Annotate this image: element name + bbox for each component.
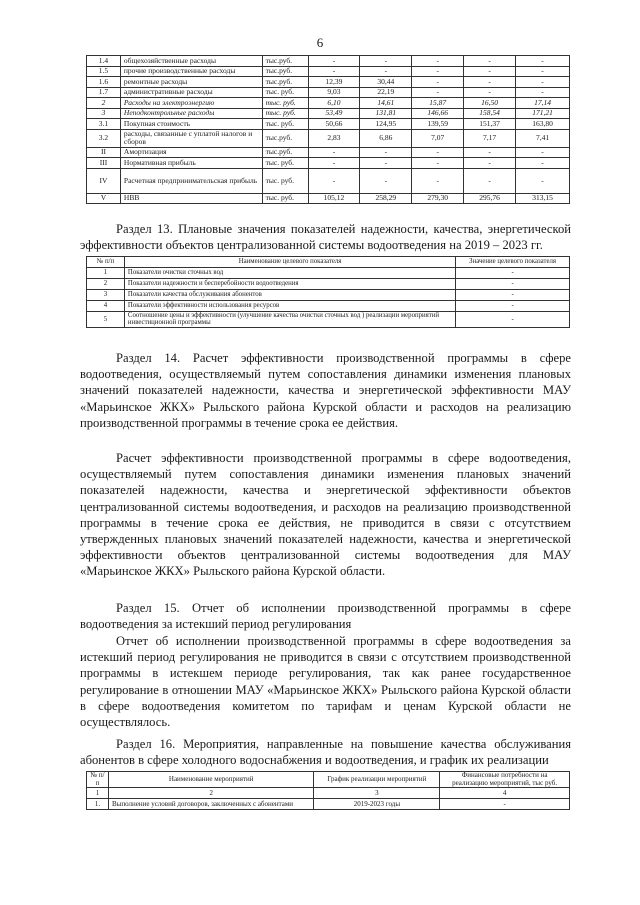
row-number: V [87,193,121,204]
row-value: - [464,87,516,98]
row-value: - [360,56,412,67]
table-row [87,268,570,279]
row-finance: - [440,799,570,810]
row-value: - [516,158,570,169]
row-value: - [516,147,570,158]
row-number: 1.6 [87,77,121,88]
row-number: 1. [87,799,109,810]
table-row [87,301,570,312]
row-value: - [412,168,464,193]
row-value: - [464,66,516,77]
row-value: - [516,66,570,77]
row-name: Показатели очистки сточных вод [124,268,455,279]
table-index-row [87,788,570,799]
section15-heading: Раздел 15. Отчет об исполнении производственной программы в сфере водоотведения за истекший период регулирования [80,601,571,632]
section14-heading: Раздел 14. Расчет эффективности производственной программы в сфере водоотведения, осуществляемый путем сопоставления динамики изменения плановых значений показателей надежности, качества и энергетической эффективности МАУ «Марьинское ЖКХ» Рыльского района Курской области и расходов на реализацию производственной программы в течение срока ее действия. [80,351,571,430]
row-value: - [412,87,464,98]
table-row [87,158,570,169]
row-value: - [360,158,412,169]
row-value: 12,39 [308,77,360,88]
col-measure-name: Наименование мероприятий [108,772,314,788]
row-value: - [456,301,570,312]
row-value: - [464,158,516,169]
section13-heading: Раздел 13. Плановые значения показателей надежности, качества, энергетической эффективности объектов централизованной системы водоотведения на 2019 – 2023 гг. [80,222,571,253]
row-name: общехозяйственные расходы [120,56,262,67]
row-value: 15,87 [412,98,464,109]
row-value: - [464,77,516,88]
row-name: административные расходы [120,87,262,98]
row-value: 53,49 [308,108,360,119]
row-number: IV [87,168,121,193]
row-value: - [516,87,570,98]
table-row [87,312,570,328]
row-value: 139,59 [412,119,464,130]
section15-body: Отчет об исполнении производственной программы в сфере водоотведения за истекший период регулирования не приводится в связи с отсутствием производственной программы в истекшем периоде регулирования, так как ранее государственное регулирование в отношении МАУ «Марьинское ЖКХ» Рыльского района Курской области в сфере водоотведения комитетом по тарифам и ценам Курской области не осуществлялось. [80,634,571,730]
row-unit: тыс. руб. [262,193,308,204]
row-unit: тыс. руб. [262,108,308,119]
row-number: 5 [87,312,125,328]
row-value: - [308,56,360,67]
row-value: - [516,77,570,88]
table-row [87,56,570,67]
page-number: 6 [316,35,324,50]
table-row [87,279,570,290]
row-value: 17,14 [516,98,570,109]
row-name: Показатели надежности и бесперебойности водоотведения [124,279,455,290]
row-value: 313,15 [516,193,570,204]
row-value: - [412,147,464,158]
row-unit: тыс. руб. [262,168,308,193]
row-value: 279,30 [412,193,464,204]
row-number: 1.4 [87,56,121,67]
row-number: 4 [87,301,125,312]
row-value: 258,29 [360,193,412,204]
table-row [87,290,570,301]
row-value: - [516,168,570,193]
row-value: - [412,158,464,169]
row-name: Нормативная прибыль [120,158,262,169]
row-value: - [464,56,516,67]
row-number: III [87,158,121,169]
row-value: - [360,66,412,77]
col-number: № п/п [87,257,125,268]
col-indicator-name: Наименование целевого показателя [124,257,455,268]
row-unit: тыс.руб. [262,147,308,158]
row-value: 131,81 [360,108,412,119]
row-value: - [360,168,412,193]
row-name: Расходы на электроэнергию [120,98,262,109]
table-row [87,108,570,119]
row-value: - [308,147,360,158]
row-name: прочие производственные расходы [120,66,262,77]
table-row [87,87,570,98]
section16-table [86,771,570,810]
table-row [87,799,570,810]
row-value: 2,83 [308,129,360,147]
col-schedule: График реализации мероприятий [314,772,440,788]
row-number: 2 [87,98,121,109]
row-value: 7,07 [412,129,464,147]
row-number: 2 [87,279,125,290]
row-value: - [360,147,412,158]
row-name: ремонтные расходы [120,77,262,88]
section14-body: Расчет эффективности производственной программы в сфере водоотведения, осуществляемый путем сопоставления динамики изменения плановых значений показателей надежности, качества и энергетической эффективности объектов централизованной системы водоотведения, и расходов на реализацию производственной программы в течение срока ее действия, не приводится в связи с отсутствием утвержденных плановых значений показателей надежности, качества и энергетической эффективности объектов централизованной системы водоотведения для МАУ «Марьинское ЖКХ» Рыльского района Курской области. [80,451,571,579]
row-value: - [456,312,570,328]
row-value: 9,03 [308,87,360,98]
table-row [87,77,570,88]
table-header [87,772,570,788]
row-value: - [308,66,360,77]
row-value: 50,66 [308,119,360,130]
row-value: - [456,268,570,279]
row-value: 171,21 [516,108,570,119]
row-value: 6,10 [308,98,360,109]
row-name: Показатели эффективности использования ресурсов [124,301,455,312]
index-cell: 2 [108,788,314,799]
row-name: Выполнение условий договоров, заключенных с абонентами [108,799,314,810]
row-unit: тыс.руб. [262,56,308,67]
row-value: - [412,56,464,67]
row-value: - [308,158,360,169]
row-value: 30,44 [360,77,412,88]
index-cell: 1 [87,788,109,799]
row-name: НВВ [120,193,262,204]
row-value: 158,54 [464,108,516,119]
row-name: Покупная стоимость [120,119,262,130]
row-value: 146,66 [412,108,464,119]
row-number: 1 [87,268,125,279]
row-number: 3.1 [87,119,121,130]
table-header [87,257,570,268]
row-unit: тыс.руб. [262,129,308,147]
table-row [87,147,570,158]
row-name: Амортизация [120,147,262,158]
row-schedule: 2019-2023 годы [314,799,440,810]
row-value: - [308,168,360,193]
col-number: № п/п [87,772,109,788]
row-value: 163,80 [516,119,570,130]
row-unit: тыс.руб. [262,66,308,77]
row-value: 105,12 [308,193,360,204]
row-number: 3 [87,290,125,301]
row-number: 1.5 [87,66,121,77]
row-value: 124,95 [360,119,412,130]
table-row [87,193,570,204]
row-unit: тыс. руб. [262,98,308,109]
row-name: расходы, связанные с уплатой налогов и сборов [120,129,262,147]
table-row [87,168,570,193]
row-value: 295,76 [464,193,516,204]
row-name: Расчетная предпринимательская прибыль [120,168,262,193]
row-unit: тыс. руб. [262,158,308,169]
row-value: - [456,279,570,290]
section13-table [86,256,570,328]
col-finance: Финансовые потребности на реализацию мероприятий, тыс руб. [440,772,570,788]
row-number: 3.2 [87,129,121,147]
row-value: - [456,290,570,301]
row-value: - [412,66,464,77]
row-unit: тыс. руб. [262,119,308,130]
col-indicator-value: Значение целевого показателя [456,257,570,268]
table-row [87,129,570,147]
row-number: 3 [87,108,121,119]
row-value: 7,41 [516,129,570,147]
row-value: 16,50 [464,98,516,109]
row-number: II [87,147,121,158]
row-value: 14,61 [360,98,412,109]
table-row [87,119,570,130]
index-cell: 3 [314,788,440,799]
index-cell: 4 [440,788,570,799]
row-value: 7,17 [464,129,516,147]
row-number: 1.7 [87,87,121,98]
table-row [87,98,570,109]
row-value: 6,86 [360,129,412,147]
row-value: - [464,147,516,158]
row-value: - [464,168,516,193]
row-value: - [516,56,570,67]
section16-heading: Раздел 16. Мероприятия, направленные на повышение качества обслуживания абонентов в сфере холодного водоснабжения и водоотведения, и график их реализации [80,737,571,768]
row-name: Показатели качества обслуживания абонентов [124,290,455,301]
row-name: Неподконтрольные расходы [120,108,262,119]
row-value: 151,37 [464,119,516,130]
table-row [87,66,570,77]
row-value: 22,19 [360,87,412,98]
row-unit: тыс.руб. [262,77,308,88]
row-value: - [412,77,464,88]
row-unit: тыс. руб. [262,87,308,98]
row-name: Соотношение цены и эффективности (улучшение качества очистки сточных вод ) реализации мероприятий инвестиционной программы [124,312,455,328]
expenses-table [86,55,570,204]
